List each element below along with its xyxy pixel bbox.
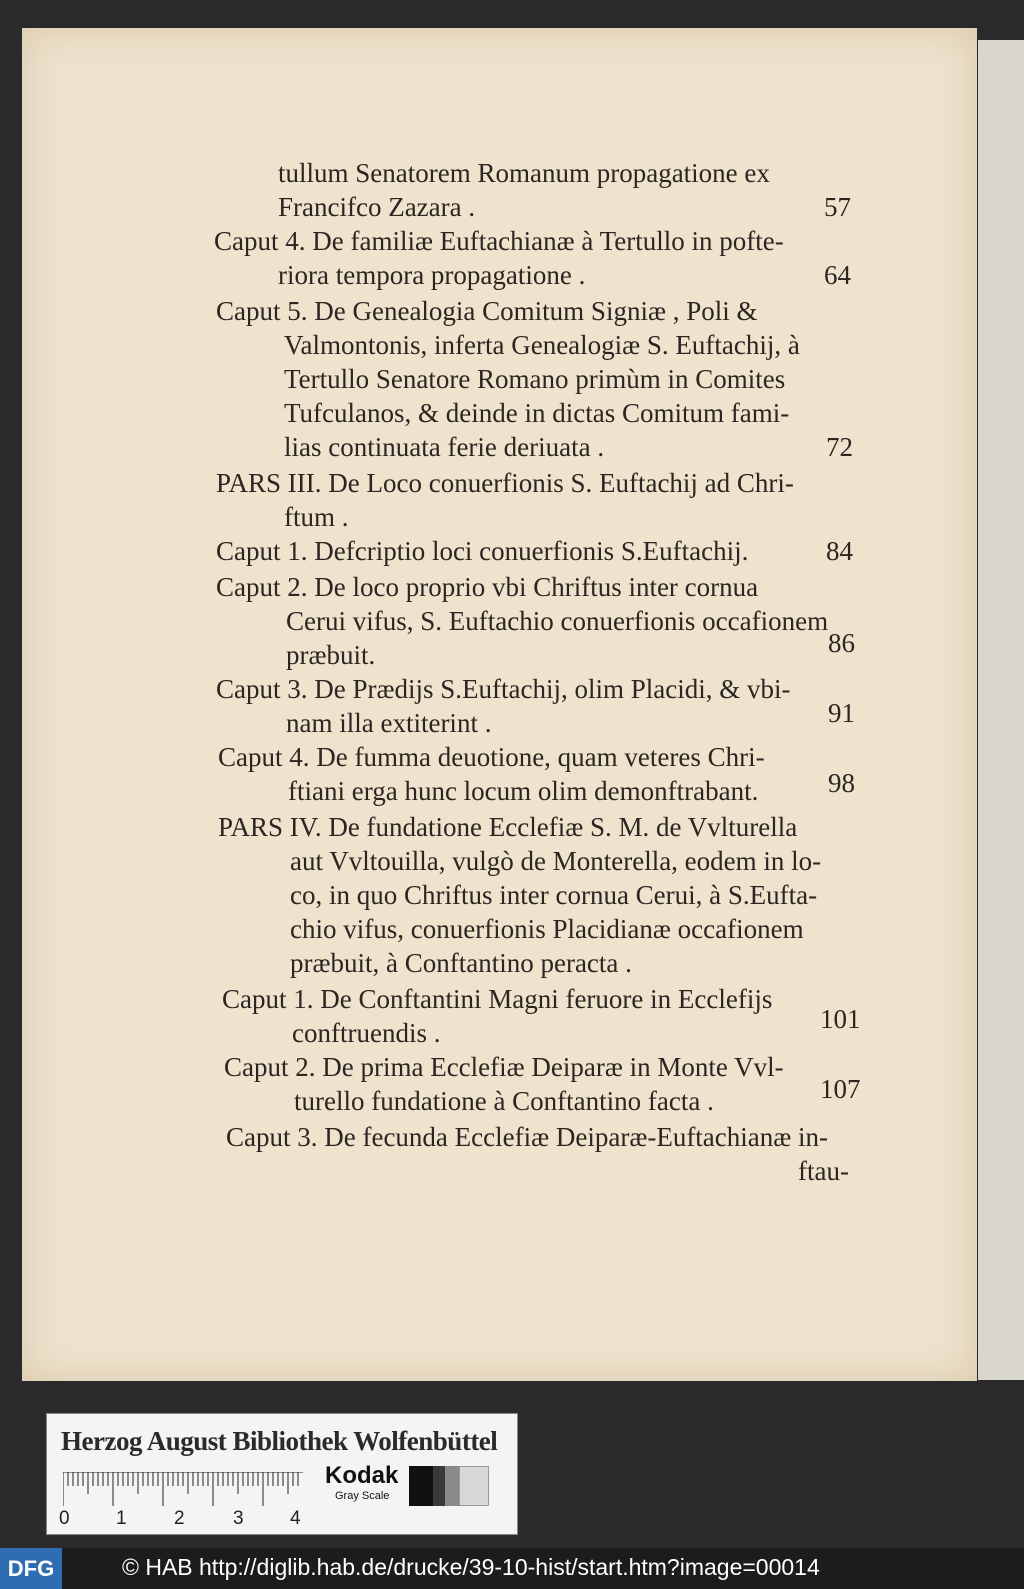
page-number: 98 (828, 768, 855, 798)
page-number: 101 (820, 1004, 861, 1034)
table-of-contents (22, 28, 977, 1381)
toc-line: Caput 2. De loco proprio vbi Chriftus inter cornua (216, 572, 759, 602)
toc-line: Francifco Zazara . (278, 192, 476, 222)
ruler-scale (63, 1472, 303, 1508)
toc-line: tullum Senatorem Romanum propagatione ex (278, 158, 770, 188)
toc-line: ftum . (284, 502, 349, 532)
toc-line: co, in quo Chriftus inter cornua Cerui, à S.Eufta- (290, 880, 818, 910)
toc-line: præbuit. (286, 640, 376, 670)
gray-swatch-mid (445, 1466, 459, 1506)
page-number: 64 (824, 260, 851, 290)
page-number: 107 (820, 1074, 861, 1104)
gray-swatch-light (459, 1466, 489, 1506)
ruler-number: 2 (174, 1508, 185, 1529)
gray-scale-label: Gray Scale (335, 1490, 390, 1502)
toc-line: Caput 3. De Prædijs S.Euftachij, olim Placidi, & vbi- (216, 674, 791, 704)
toc-line: chio vifus, conuerfionis Placidianæ occafionem (290, 914, 804, 944)
library-title: Herzog August Bibliothek Wolfenbüttel (61, 1426, 498, 1456)
ruler-number: 1 (116, 1508, 127, 1529)
footer-bar (0, 1548, 1024, 1589)
copyright-url[interactable]: © HAB http://diglib.hab.de/drucke/39-10-hist/start.htm?image=00014 (122, 1554, 820, 1580)
toc-line: Caput 2. De prima Ecclefiæ Deiparæ in Monte Vvl- (224, 1052, 784, 1082)
toc-line: Cerui vifus, S. Euftachio conuerfionis occafionem (286, 606, 829, 636)
dfg-logo: DFG (0, 1548, 62, 1589)
page-number: 86 (828, 628, 855, 658)
ruler-number: 3 (233, 1508, 244, 1529)
toc-line: aut Vvltouilla, vulgò de Monterella, eodem in lo- (290, 846, 822, 876)
toc-line: Caput 4. De familiæ Euftachianæ à Tertullo in pofte- (214, 226, 784, 256)
color-scale-card (46, 1413, 518, 1535)
page-number: 72 (826, 432, 853, 462)
toc-line: ftiani erga hunc locum olim demonftrabant. (288, 776, 759, 806)
toc-line: PARS IV. De fundatione Ecclefiæ S. M. de Vvlturella (218, 812, 798, 842)
toc-line: Caput 1. Defcriptio loci conuerfionis S.Euftachij. (216, 536, 749, 566)
toc-line: turello fundatione à Conftantino facta . (294, 1086, 714, 1116)
page-gutter (978, 40, 1024, 1380)
page-number: 84 (826, 536, 853, 566)
toc-line: Caput 3. De fecunda Ecclefiæ Deiparæ-Euftachianæ in- (226, 1122, 829, 1152)
gray-swatch-black (409, 1466, 433, 1506)
toc-line: conftruendis . (292, 1018, 441, 1048)
ruler-number: 0 (59, 1508, 70, 1529)
book-page (22, 28, 977, 1381)
toc-line: Valmontonis, inferta Genealogiæ S. Euftachij, à (284, 330, 800, 360)
page-number: 57 (824, 192, 851, 222)
toc-line: Caput 1. De Conftantini Magni feruore in Ecclefijs (222, 984, 773, 1014)
toc-line: Tertullo Senatore Romano primùm in Comites (284, 364, 786, 394)
page-number: 91 (828, 698, 855, 728)
gray-swatch-dark (433, 1466, 445, 1506)
toc-line: Tufculanos, & deinde in dictas Comitum fami- (284, 398, 790, 428)
toc-line: nam illa extiterint . (286, 708, 492, 738)
ruler-number: 4 (290, 1508, 301, 1529)
toc-line: lias continuata ferie deriuata . (284, 432, 605, 462)
toc-line: PARS III. De Loco conuerfionis S. Euftachij ad Chri- (216, 468, 794, 498)
kodak-logo: Kodak (325, 1462, 399, 1489)
toc-line: riora tempora propagatione . (278, 260, 586, 290)
toc-line: Caput 5. De Genealogia Comitum Signiæ , Poli & (216, 296, 758, 326)
toc-line: ftau- (798, 1156, 849, 1186)
toc-line: præbuit, à Conftantino peracta . (290, 948, 632, 978)
toc-line: Caput 4. De fumma deuotione, quam veteres Chri- (218, 742, 765, 772)
